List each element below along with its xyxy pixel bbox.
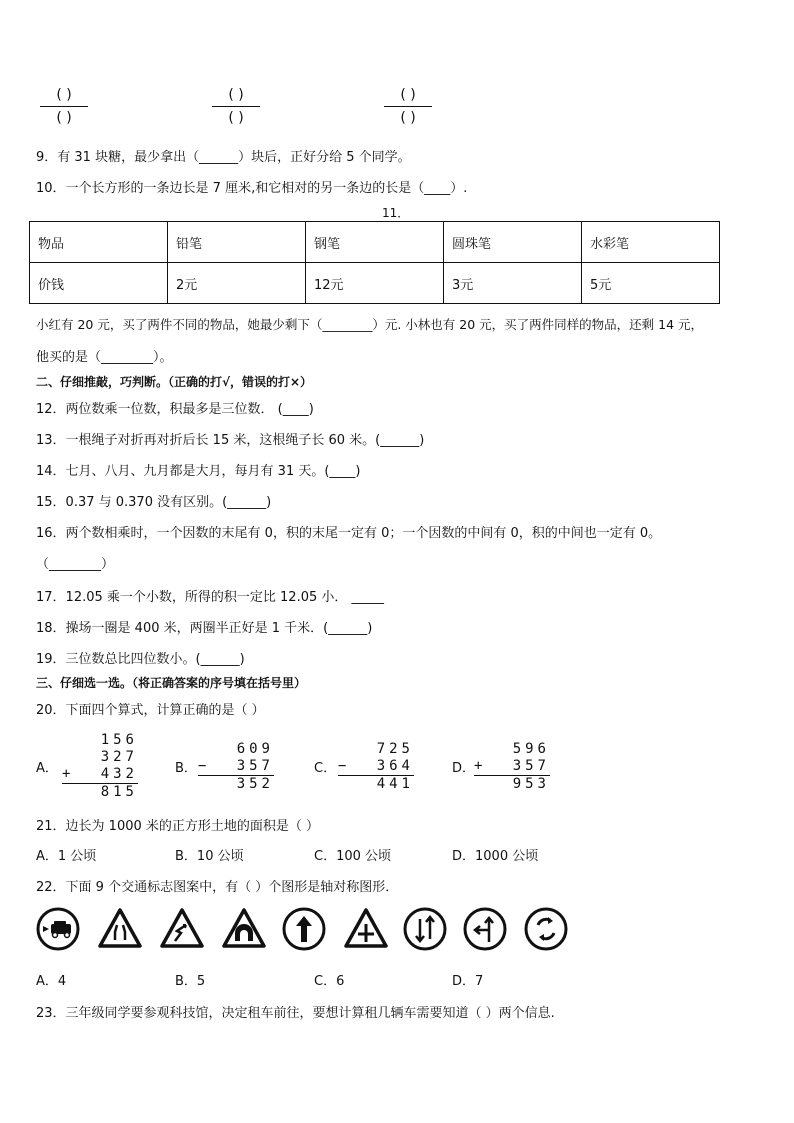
straight-ahead-sign-icon [282, 907, 326, 951]
q21-option-c: C．100 公顷 [314, 849, 392, 864]
question-13: 13．一根绳子对折再对折后长 15 米，这根绳子长 60 米。(______) [36, 433, 425, 448]
question-11-number: 11． [382, 206, 410, 220]
question-16-line1: 16．两个数相乘时，一个因数的末尾有 0，积的末尾一定有 0；一个因数的中间有 0，积的中间也一定有 0。 [36, 526, 662, 541]
table-cell: 水彩笔 [582, 222, 720, 263]
calc-result: 441 [376, 776, 414, 792]
calc-row: 432 [100, 766, 138, 782]
car-arrow-sign-icon [36, 907, 80, 951]
denominator-blank: ( ) [56, 110, 72, 126]
table-cell: 2元 [168, 263, 306, 304]
table-cell: 12元 [306, 263, 444, 304]
numerator-blank: ( ) [56, 87, 72, 103]
left-turn-sign-icon [463, 907, 507, 951]
question-19: 19．三位数总比四位数小。(______) [36, 652, 245, 667]
question-21-stem: 21．边长为 1000 米的正方形土地的面积是（ ） [36, 819, 320, 834]
question-11-text-line1: 小红有 20 元，买了两件不同的物品，她最少剩下（________）元. 小林也有 20 元，买了两件同样的物品，还剩 14 元， [36, 317, 704, 332]
question-18: 18．操场一圈是 400 米，两圈半正好是 1 千米．(______) [36, 621, 373, 636]
table-cell: 价钱 [30, 263, 168, 304]
question-14: 14．七月、八月、九月都是大月，每月有 31 天。(____) [36, 464, 361, 479]
question-9: 9．有 31 块糖，最少拿出（______）块后，正好分给 5 个同学。 [36, 150, 411, 165]
calc-option-b [198, 741, 274, 793]
two-way-sign-icon [403, 907, 447, 951]
calc-result: 352 [236, 776, 274, 792]
option-a-label: A． [36, 761, 58, 776]
calc-result: 815 [100, 784, 138, 800]
table-row [30, 222, 720, 263]
q22-option-d: D．7 [452, 974, 484, 989]
numerator-blank: ( ) [400, 87, 416, 103]
calc-row: 357 [512, 758, 550, 774]
question-20-stem: 20．下面四个算式，计算正确的是（ ） [36, 703, 265, 718]
table-cell: 物品 [30, 222, 168, 263]
fraction-blank-1[interactable] [40, 86, 88, 127]
calc-option-c [338, 741, 414, 793]
table-cell: 圆珠笔 [444, 222, 582, 263]
option-b-label: B． [175, 761, 197, 776]
table-cell: 钢笔 [306, 222, 444, 263]
calc-row: 156 [100, 732, 138, 748]
minus-sign: − [198, 758, 207, 774]
plus-sign: + [62, 766, 71, 782]
fraction-blank-3[interactable] [384, 86, 432, 127]
narrow-road-sign-icon [97, 907, 143, 949]
q22-option-b: B．5 [175, 974, 206, 989]
question-17: 17．12.05 乘一个小数，所得的积一定比 12.05 小． _____ [36, 590, 385, 605]
price-table [29, 221, 720, 304]
question-23: 23．三年级同学要参观科技馆，决定租车前往，要想计算租几辆车需要知道（ ）两个信息. [36, 1006, 555, 1021]
question-12: 12．两位数乘一位数，积最多是三位数． (____) [36, 402, 314, 417]
option-c-label: C． [314, 761, 337, 776]
plus-sign: + [474, 758, 483, 774]
option-d-label: D． [452, 761, 476, 776]
fraction-blank-2[interactable] [212, 86, 260, 127]
table-cell: 3元 [444, 263, 582, 304]
q21-option-b: B．10 公顷 [175, 849, 244, 864]
q22-option-c: C．6 [314, 974, 345, 989]
minus-sign: − [338, 758, 347, 774]
winding-road-sign-icon [159, 907, 205, 949]
q21-option-a: A．1 公顷 [36, 849, 97, 864]
calc-option-a [62, 732, 138, 801]
calc-row: 725 [376, 741, 414, 757]
question-10: 10．一个长方形的一条边长是 7 厘米,和它相对的另一条边的长是（____）. [36, 181, 468, 196]
calc-row: 364 [376, 758, 414, 774]
table-cell: 5元 [582, 263, 720, 304]
question-16-line2: （________） [36, 557, 115, 572]
fraction-bar [384, 106, 432, 107]
question-11-text-line2: 他买的是（________）。 [36, 350, 173, 365]
denominator-blank: ( ) [228, 110, 244, 126]
question-15: 15．0.37 与 0.370 没有区别。(______) [36, 495, 272, 510]
numerator-blank: ( ) [228, 87, 244, 103]
fraction-bar [212, 106, 260, 107]
table-cell: 铅笔 [168, 222, 306, 263]
fraction-bar [40, 106, 88, 107]
denominator-blank: ( ) [400, 110, 416, 126]
calc-row: 357 [236, 758, 274, 774]
question-22-stem: 22．下面 9 个交通标志图案中，有（ ）个图形是轴对称图形． [36, 880, 399, 895]
crossroads-sign-icon [343, 907, 389, 949]
section-2-heading: 二、仔细推敲，巧判断。（正确的打√，错误的打×） [36, 375, 313, 389]
q21-option-d: D．1000 公顷 [452, 849, 539, 864]
roundabout-sign-icon [524, 907, 568, 951]
calc-result: 953 [512, 776, 550, 792]
tunnel-sign-icon [221, 907, 267, 949]
calc-row: 609 [236, 741, 274, 757]
section-3-heading: 三、仔细选一选。（将正确答案的序号填在括号里） [36, 676, 307, 690]
table-row [30, 263, 720, 304]
q22-option-a: A．4 [36, 974, 67, 989]
calc-row: 596 [512, 741, 550, 757]
calc-option-d [474, 741, 550, 793]
calc-row: 327 [100, 749, 138, 765]
